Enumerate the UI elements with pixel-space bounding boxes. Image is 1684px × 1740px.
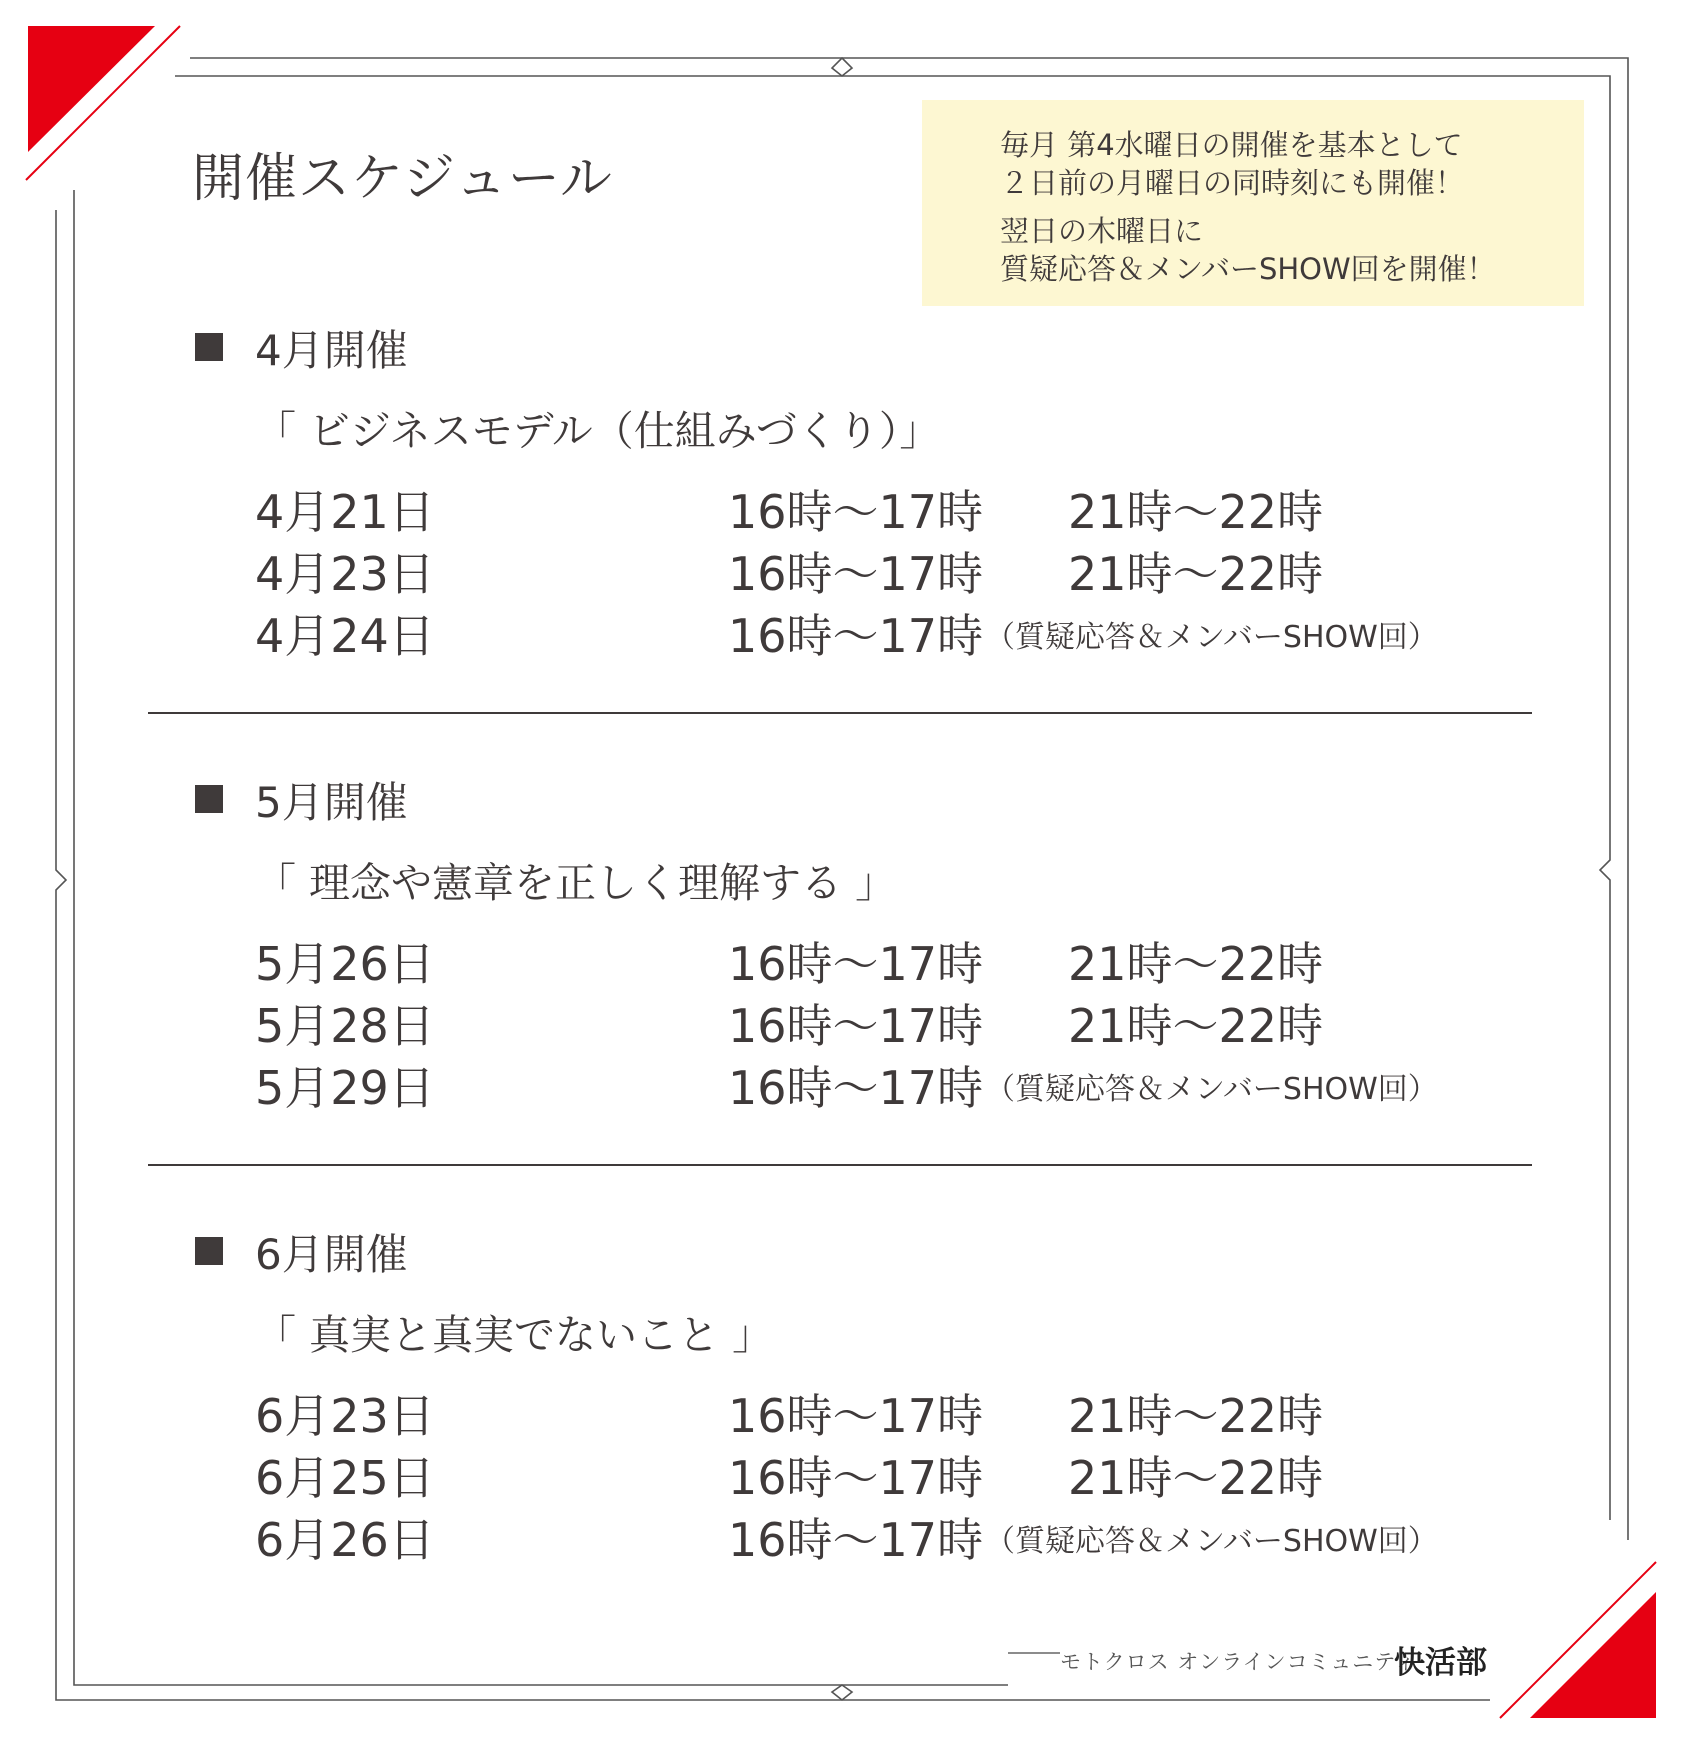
row-time-2: 21時～22時 (1068, 1451, 1324, 1505)
note-line: 毎月 第4水曜日の開催を基本として (1000, 128, 1463, 162)
row-date: 5月28日 (255, 999, 435, 1053)
row-qa-note: （質疑応答＆メンバーSHOW回） (985, 1072, 1438, 1107)
row-qa-note: （質疑応答＆メンバーSHOW回） (985, 1524, 1438, 1559)
section-theme: 「 ビジネスモデル（仕組みづくり）」 (255, 407, 941, 455)
footer-rainbow-bar (222, 1610, 1522, 1630)
row-time-1: 16時～17時 (728, 937, 984, 991)
row-time-2: 21時～22時 (1068, 1389, 1324, 1443)
square-bullet-icon (195, 1237, 223, 1265)
row-date: 6月25日 (255, 1451, 435, 1505)
row-qa-note: （質疑応答＆メンバーSHOW回） (985, 620, 1438, 655)
section-heading-label: 4月開催 (255, 326, 408, 375)
row-time-1: 16時～17時 (728, 1451, 984, 1505)
row-date: 6月26日 (255, 1513, 435, 1567)
corner-triangle-top-left (28, 26, 155, 152)
row-time-1: 16時～17時 (728, 609, 984, 663)
section-heading (195, 770, 408, 830)
row-time-2: 21時～22時 (1068, 999, 1324, 1053)
footer-community-label: モトクロス オンラインコミュニティ (1060, 1650, 1417, 1674)
section-divider (148, 712, 1532, 714)
section-heading-label: 5月開催 (255, 778, 408, 827)
corner-triangle-bottom-right (1530, 1592, 1656, 1718)
row-date: 6月23日 (255, 1389, 435, 1443)
row-date: 5月26日 (255, 937, 435, 991)
row-time-1: 16時～17時 (728, 547, 984, 601)
note-line: 質疑応答＆メンバーSHOW回を開催！ (1000, 252, 1496, 286)
row-time-1: 16時～17時 (728, 999, 984, 1053)
section-divider (148, 1164, 1532, 1166)
section-heading-label: 6月開催 (255, 1230, 408, 1279)
section-theme: 「 理念や憲章を正しく理解する 」 (255, 859, 897, 907)
row-time-2: 21時～22時 (1068, 937, 1324, 991)
row-date: 4月24日 (255, 609, 435, 663)
note-line: 翌日の木曜日に (1000, 214, 1204, 248)
row-date: 4月23日 (255, 547, 435, 601)
schedule-note (922, 100, 1584, 306)
row-time-1: 16時～17時 (728, 1061, 984, 1115)
square-bullet-icon (195, 333, 223, 361)
section-heading (195, 1222, 408, 1282)
page-title: 開催スケジュール (192, 149, 613, 209)
row-time-1: 16時～17時 (728, 1389, 984, 1443)
row-date: 4月21日 (255, 485, 435, 539)
note-line: ２日前の月曜日の同時刻にも開催！ (1000, 166, 1465, 200)
section-heading (195, 318, 408, 378)
row-date: 5月29日 (255, 1061, 435, 1115)
row-time-1: 16時～17時 (728, 1513, 984, 1567)
row-time-1: 16時～17時 (728, 485, 984, 539)
footer-brand-logo: 快活部 (1394, 1645, 1487, 1681)
row-time-2: 21時～22時 (1068, 547, 1324, 601)
square-bullet-icon (195, 785, 223, 813)
section-theme: 「 真実と真実でないこと 」 (255, 1311, 774, 1359)
row-time-2: 21時～22時 (1068, 485, 1324, 539)
